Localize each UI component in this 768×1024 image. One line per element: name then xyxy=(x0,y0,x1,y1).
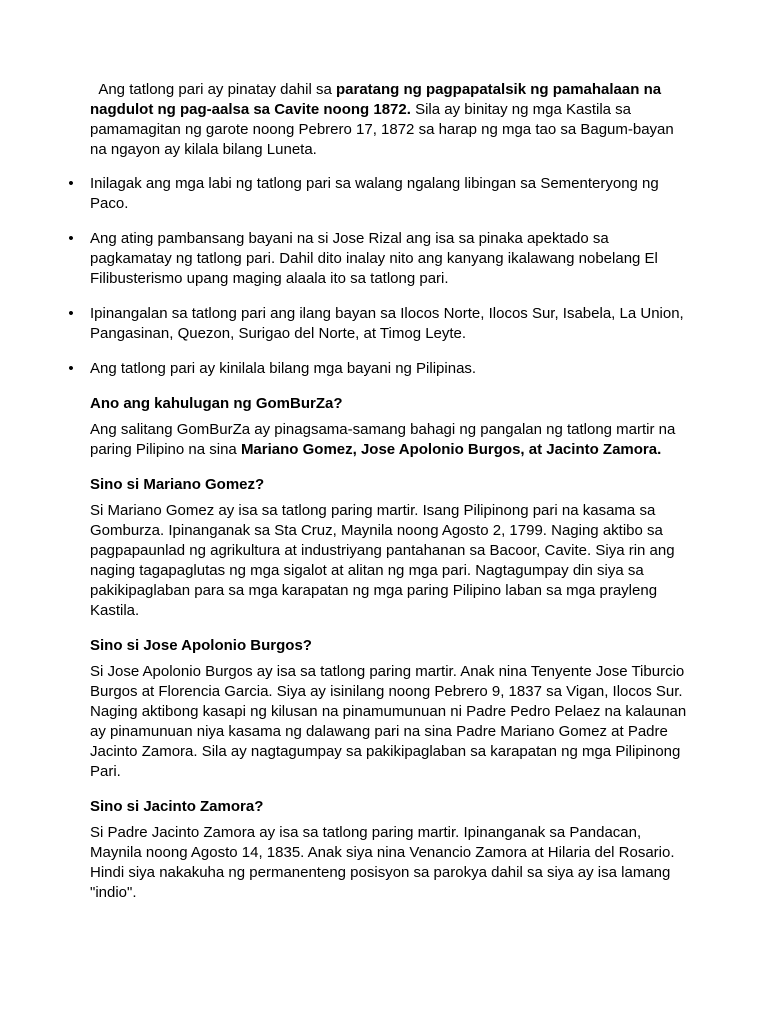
paragraph-gomez: Si Mariano Gomez ay isa sa tatlong paring martir. Isang Pilipinong pari na kasama sa Gomburza. Ipinanganak sa Sta Cruz, Maynila noong Agosto 2, 1799. Naging aktibo sa pagpapaunlad ng agrikultura at industriyang pantahanan sa Bacoor, Cavite. Siya rin ang naging tagapaglutas ng mga sigalot at alitan ng mga pari. Nagtagumpay din siya sa pakikipaglaban para sa mga karapatan ng mga paring Pilipino laban sa mga prayleng Kastila. xyxy=(90,502,675,619)
bullet-text: Ang tatlong pari ay kinilala bilang mga bayani ng Pilipinas. xyxy=(90,360,477,377)
intro-lead: Ang tatlong pari ay pinatay dahil sa xyxy=(90,81,336,98)
bullet-dot-icon: • xyxy=(68,230,74,247)
bullet-text: Ang ating pambansang bayani na si Jose Rizal ang isa sa pinaka apektado sa pagkamatay ng tatlong pari. Dahil dito inalay nito ang kanyang ikalawang nobelang El Filibusterismo upang maging alaala ito sa tatlong pari. xyxy=(90,230,658,287)
gomburza-text: Ang salitang GomBurZa ay pinagsama-samang bahagi ng pangalan ng tatlong martir na paring Pilipino na sina xyxy=(90,421,676,458)
heading-gomez: Sino si Mariano Gomez? xyxy=(90,476,265,493)
heading-gomburza: Ano ang kahulugan ng GomBurZa? xyxy=(90,395,343,412)
bullet-item xyxy=(68,359,690,379)
bullet-item xyxy=(68,174,690,214)
document-content xyxy=(68,80,690,903)
paragraph-gomburza xyxy=(90,420,690,460)
paragraph-zamora: Si Padre Jacinto Zamora ay isa sa tatlong paring martir. Ipinanganak sa Pandacan, Maynila noong Agosto 14, 1835. Anak siya nina Venancio Zamora at Hilaria del Rosario. Hindi siya nakakuha ng permanenteng posisyon sa parokya dahil sa siya ay isa lamang "indio". xyxy=(90,824,675,901)
bullet-text: Ipinangalan sa tatlong pari ang ilang bayan sa Ilocos Norte, Ilocos Sur, Isabela, La Union, Pangasinan, Quezon, Surigao del Norte, at Timog Leyte. xyxy=(90,305,684,342)
bullet-item xyxy=(68,229,690,289)
heading-zamora: Sino si Jacinto Zamora? xyxy=(90,798,264,815)
bullet-dot-icon: • xyxy=(68,305,74,322)
paragraph-burgos: Si Jose Apolonio Burgos ay isa sa tatlong paring martir. Anak nina Tenyente Jose Tiburcio Burgos at Florencia Garcia. Siya ay isinilang noong Pebrero 9, 1837 sa Vigan, Ilocos Sur. Naging aktibong kasapi ng kilusan na pinamumunuan ni Padre Pedro Pelaez na kalaunan ay pinamunuan niya kasama ng dalawang pari na sina Padre Mariano Gomez at Padre Jacinto Zamora. Sila ay nagtagumpay sa pakikipaglaban sa karapatan ng mga Pilipinong Pari. xyxy=(90,663,687,780)
bullet-dot-icon: • xyxy=(68,175,74,192)
heading-burgos: Sino si Jose Apolonio Burgos? xyxy=(90,637,312,654)
bullet-dot-icon: • xyxy=(68,360,74,377)
intro-rest: Sila ay binitay ng mga Kastila sa pamamagitan ng garote noong Pebrero 17, 1872 sa harap ng mga tao sa Bagum-bayan na ngayon ay kilala bilang Luneta. xyxy=(90,101,674,158)
intro-paragraph xyxy=(90,80,690,160)
bullet-text: Inilagak ang mga labi ng tatlong pari sa walang ngalang libingan sa Sementeryong ng Paco. xyxy=(90,175,659,212)
gomburza-names: Mariano Gomez, Jose Apolonio Burgos, at Jacinto Zamora. xyxy=(240,441,662,458)
intro-bold-text: paratang ng pagpapatalsik ng pamahalaan na nagdulot ng pag-aalsa sa Cavite noong 1872. xyxy=(90,81,662,118)
bullet-list xyxy=(68,174,690,379)
bullet-item xyxy=(68,304,690,344)
